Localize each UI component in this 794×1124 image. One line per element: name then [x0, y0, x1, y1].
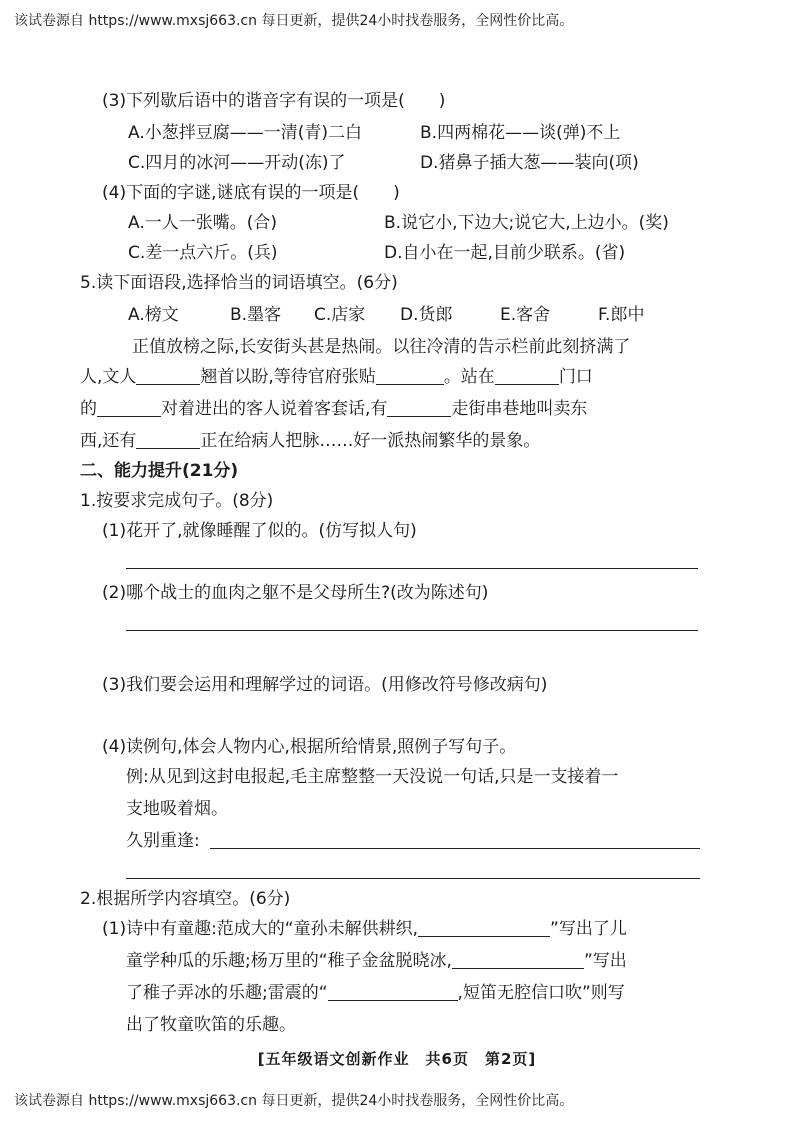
s2-line2 [126, 950, 627, 972]
s2-stem: 2.根据所学内容填空。(6分) [80, 889, 291, 909]
q5-option-d: D.货郎 [400, 305, 453, 325]
fill-blank-4[interactable] [97, 398, 161, 417]
s2-text: ”写出 [583, 951, 627, 971]
q5-text: 正在给病人把脉……好一派热闹繁华的景象。 [200, 431, 541, 451]
s2-line3 [126, 982, 625, 1004]
s2-text: 了稚子弄冰的乐趣;雷震的“ [126, 983, 328, 1003]
q5-text: 的 [80, 399, 97, 419]
q5-option-f: F.郎中 [598, 305, 645, 325]
q5-paragraph-line4 [80, 430, 540, 452]
fill-blank-6[interactable] [136, 430, 200, 449]
s1-item4: (4)读例句,体会人物内心,根据所给情景,照例子写句子。 [102, 737, 517, 757]
q5-text: 西,还有 [80, 431, 137, 451]
watermark-top: 该试卷源自 https://www.mxsj663.cn 每日更新，提供24小时找卷服务，全网性价比高。 [14, 13, 574, 29]
reunion-label: 久别重逢: [126, 831, 200, 851]
example-line1: 例:从见到这封电报起,毛主席整整一天没说一句话,只是一支接着一 [126, 767, 619, 787]
q4-option-c: C.差一点六斤。(兵) [128, 243, 278, 263]
s2-text: 童学种瓜的乐趣;杨万里的“稚子金盆脱晓冰, [126, 951, 452, 971]
q5-option-e: E.客舍 [500, 305, 551, 325]
poem-blank-3[interactable] [328, 982, 458, 1001]
q3-option-d: D.猪鼻子插大葱——装向(项) [420, 153, 639, 173]
q3-option-a: A.小葱拌豆腐——一清(青)二白 [128, 123, 362, 143]
q5-paragraph-line1: 正值放榜之际,长安街头甚是热闹。以往冷清的告示栏前此刻挤满了 [132, 337, 631, 357]
poem-blank-2[interactable] [452, 950, 584, 969]
s1-item1: (1)花开了,就像睡醒了似的。(仿写拟人句) [102, 521, 417, 541]
fill-blank-5[interactable] [387, 398, 451, 417]
q5-option-c: C.店家 [314, 305, 366, 325]
q3-option-b: B.四两棉花——谈(弹)不上 [420, 123, 621, 143]
q5-text: 。站在 [443, 367, 495, 387]
q5-text: 门口 [558, 367, 593, 387]
s2-line4: 出了牧童吹笛的乐趣。 [126, 1015, 296, 1035]
answer-line-3[interactable] [210, 848, 700, 849]
q5-option-b: B.墨客 [230, 305, 282, 325]
s2-text: (1)诗中有童趣:范成大的“童孙未解供耕织, [102, 919, 419, 939]
page-footer: [五年级语文创新作业 共6页 第2页] [257, 1050, 537, 1068]
watermark-bottom: 该试卷源自 https://www.mxsj663.cn 每日更新，提供24小时找卷服务，全网性价比高。 [14, 1093, 574, 1109]
answer-line-2[interactable] [126, 630, 698, 631]
example-line2: 支地吸着烟。 [126, 799, 228, 819]
q5-paragraph-line3 [80, 398, 587, 420]
q5-option-a: A.榜文 [128, 305, 179, 325]
q3-stem: (3)下列歇后语中的谐音字有误的一项是( ) [102, 91, 446, 111]
q5-stem: 5.读下面语段,选择恰当的词语填空。(6分) [80, 273, 398, 293]
q5-text: 走街串巷地叫卖东 [451, 399, 588, 419]
q5-text: 翘首以盼,等待官府张贴 [200, 367, 376, 387]
q3-option-c: C.四月的冰河——开动(冻)了 [128, 153, 346, 173]
s2-text: ,短笛无腔信口吹”则写 [457, 983, 625, 1003]
s1-item3: (3)我们要会运用和理解学过的词语。(用修改符号修改病句) [102, 675, 548, 695]
fill-blank-1[interactable] [136, 366, 200, 385]
q4-option-b: B.说它小,下边大;说它大,上边小。(奖) [384, 213, 669, 233]
q5-paragraph-line2 [80, 366, 593, 388]
q4-option-a: A.一人一张嘴。(合) [128, 213, 277, 233]
answer-line-1[interactable] [126, 568, 698, 569]
s2-text: ”写出了儿 [550, 919, 627, 939]
fill-blank-2[interactable] [376, 366, 444, 385]
q4-option-d: D.自小在一起,目前少联系。(省) [384, 243, 626, 263]
q5-text: 人,文人 [80, 367, 137, 387]
fill-blank-3[interactable] [495, 366, 559, 385]
section-heading: 二、能力提升(21分) [80, 461, 239, 481]
poem-blank-1[interactable] [418, 918, 550, 937]
s2-line1 [102, 918, 627, 940]
q4-stem: (4)下面的字谜,谜底有误的一项是( ) [102, 183, 400, 203]
s1-item2: (2)哪个战士的血肉之躯不是父母所生?(改为陈述句) [102, 583, 489, 603]
s1-stem: 1.按要求完成句子。(8分) [80, 491, 274, 511]
q5-text: 对着进出的客人说着客套话,有 [161, 399, 388, 419]
answer-line-4[interactable] [126, 878, 700, 879]
